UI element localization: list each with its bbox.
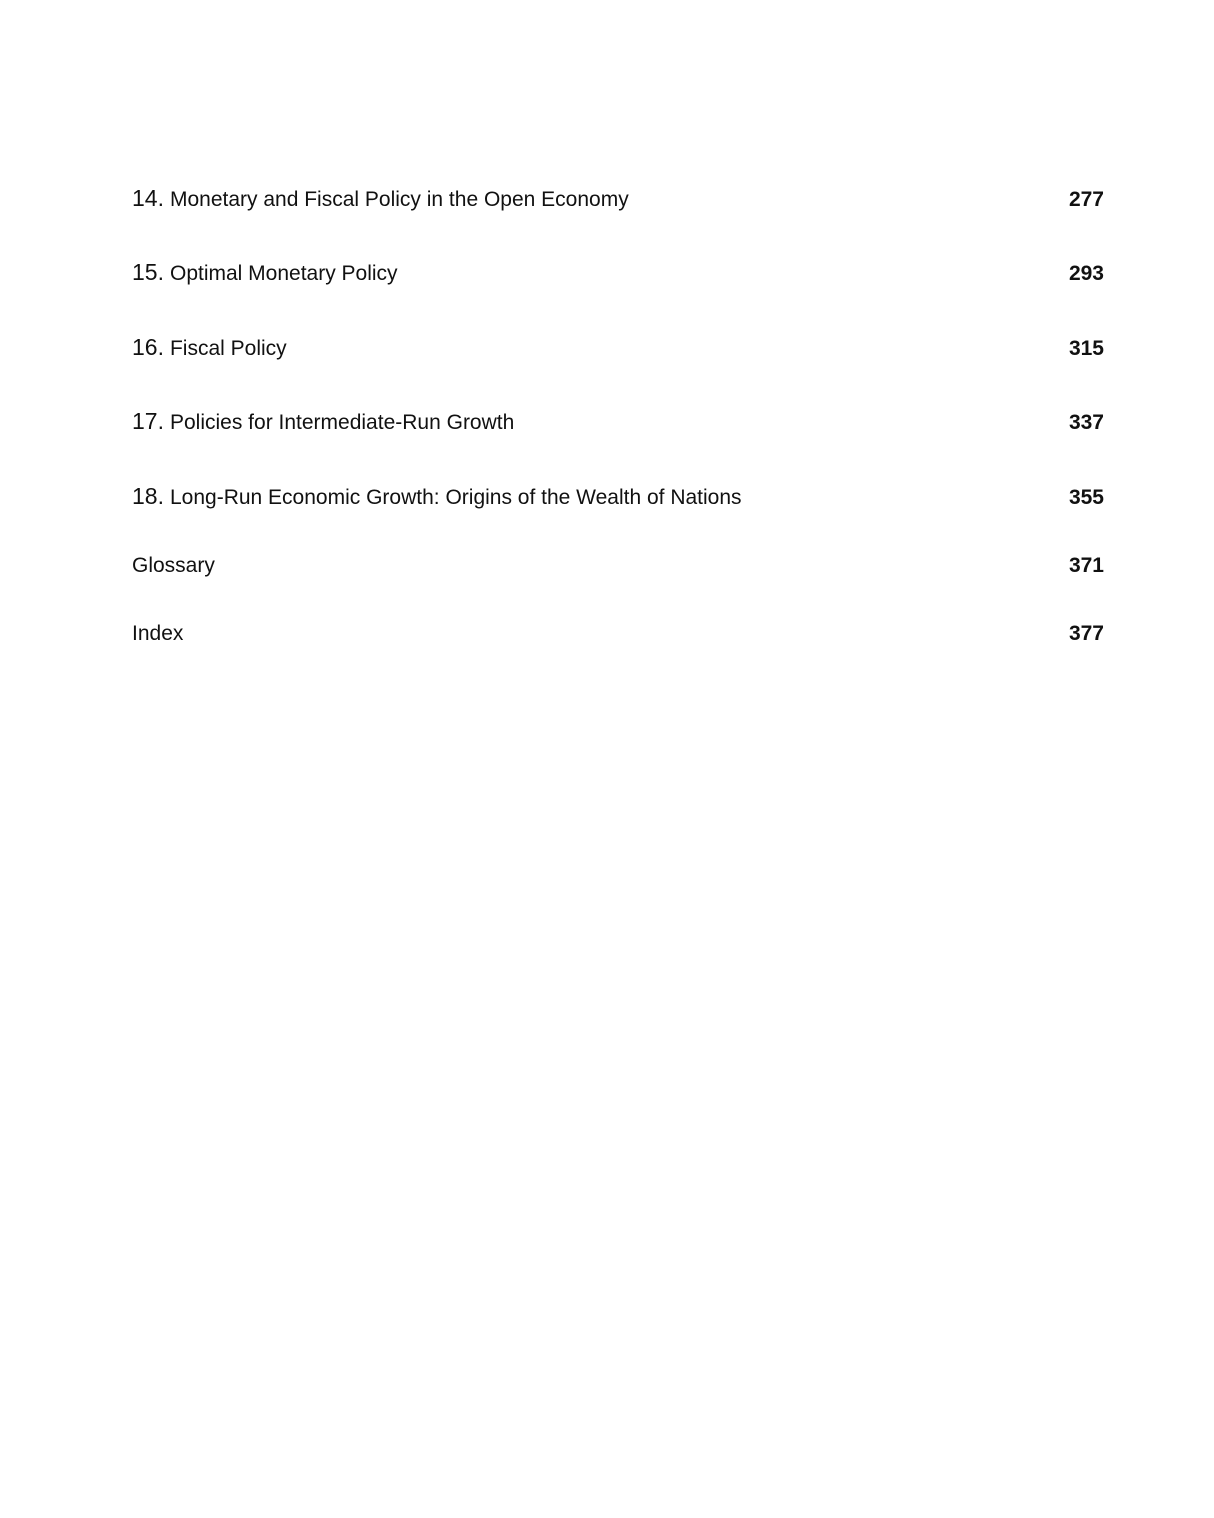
- chapter-title: Optimal Monetary Policy: [169, 262, 398, 285]
- page-number: 355: [1068, 486, 1104, 509]
- entry-title: [132, 184, 629, 214]
- chapter-number: 18.: [132, 483, 164, 509]
- page-number: 277: [1068, 188, 1104, 211]
- toc-entry-chapter-17[interactable]: [132, 407, 1104, 437]
- chapter-number: 14.: [132, 185, 164, 211]
- page-number: 337: [1068, 411, 1104, 434]
- entry-title: Index: [132, 622, 184, 645]
- chapter-number: 16.: [132, 334, 164, 360]
- toc-entry-chapter-14[interactable]: [132, 184, 1104, 214]
- chapter-number: 15.: [132, 259, 164, 285]
- page-number: 377: [1068, 622, 1104, 645]
- toc-entry-glossary[interactable]: [132, 552, 1104, 580]
- page-number: 293: [1068, 262, 1104, 285]
- toc-entry-chapter-15[interactable]: [132, 258, 1104, 288]
- chapter-title: Monetary and Fiscal Policy in the Open Economy: [169, 188, 629, 211]
- entry-title: [132, 482, 742, 512]
- chapter-title: Policies for Intermediate-Run Growth: [169, 411, 515, 434]
- entry-title: [132, 333, 287, 363]
- chapter-title: Long-Run Economic Growth: Origins of the Wealth of Nations: [169, 486, 742, 509]
- page-number: 371: [1068, 554, 1104, 577]
- toc-entry-chapter-18[interactable]: [132, 482, 1104, 512]
- entry-title: [132, 258, 398, 288]
- toc-entry-index[interactable]: [132, 620, 1104, 648]
- chapter-title: Fiscal Policy: [169, 337, 287, 360]
- entry-title: Glossary: [132, 554, 215, 577]
- chapter-number: 17.: [132, 408, 164, 434]
- toc-entry-chapter-16[interactable]: [132, 333, 1104, 363]
- page-number: 315: [1068, 337, 1104, 360]
- entry-title: [132, 407, 514, 437]
